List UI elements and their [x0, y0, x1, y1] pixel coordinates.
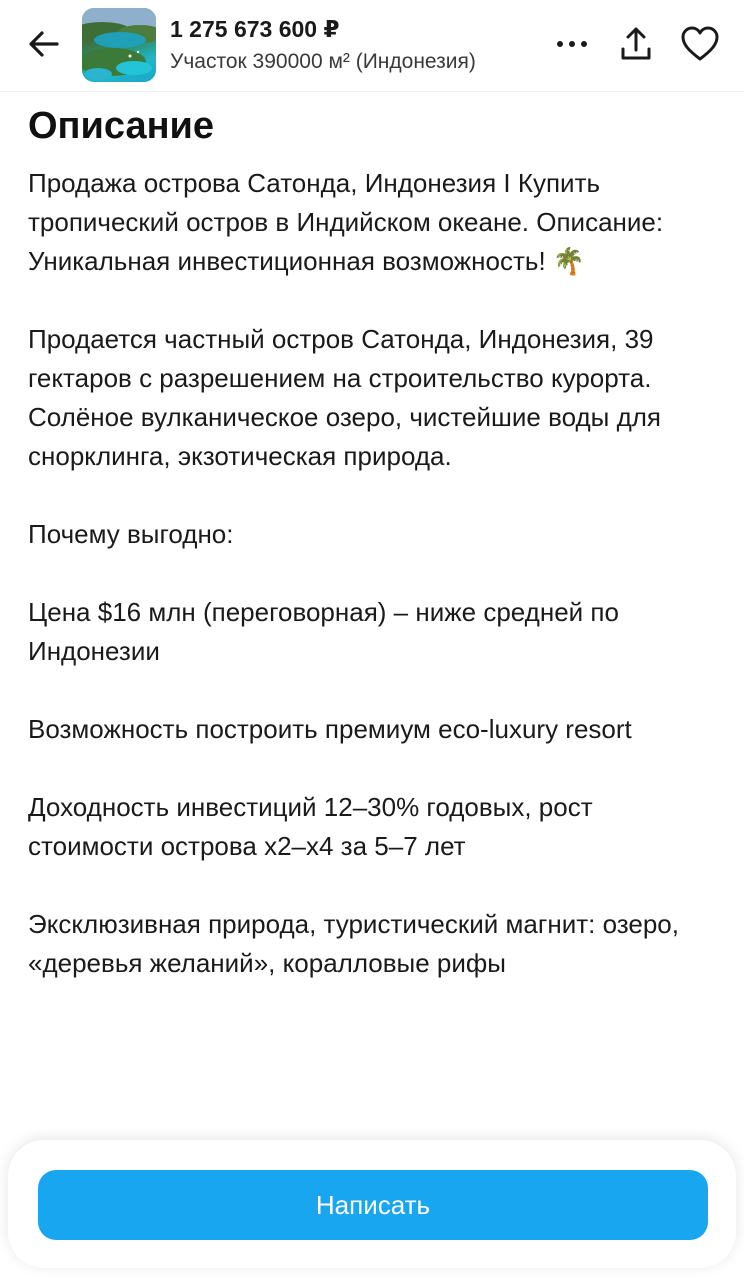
description-paragraph: Цена $16 млн (переговорная) – ниже средней по Индонезии — [28, 597, 619, 666]
share-button[interactable] — [614, 22, 658, 66]
paragraph-spacer — [28, 671, 716, 710]
description-paragraph: Продажа острова Сатонда, Индонезия I Купить тропический остров в Индийском океане. Описание: Уникальная инвестиционная возможность! 🌴 — [28, 168, 664, 276]
paragraph-spacer — [28, 749, 716, 788]
description-paragraph: Почему выгодно: — [28, 519, 234, 549]
more-icon — [555, 38, 589, 50]
island-image — [82, 8, 156, 82]
bottom-action-bar — [8, 1140, 736, 1268]
more-button[interactable] — [550, 22, 594, 66]
back-arrow-icon — [27, 27, 61, 61]
section-title: Описание — [28, 105, 215, 147]
listing-price: 1 275 673 600 ₽ — [170, 16, 340, 42]
description-paragraph: Продается частный остров Сатонда, Индонезия, 39 гектаров с разрешением на строительство курорта. Солёное вулканическое озеро, чистейшие воды для снорклинга, экзотическая природа. — [28, 324, 662, 471]
share-icon — [619, 25, 653, 63]
description-paragraph: Эксклюзивная природа, туристический магнит: озеро, «деревья желаний», коралловые рифы — [28, 909, 679, 978]
listing-thumbnail[interactable] — [82, 8, 156, 82]
heart-icon — [680, 26, 720, 62]
description-text — [28, 164, 716, 983]
paragraph-spacer — [28, 281, 716, 320]
description-paragraph: Возможность построить премиум eco-luxury resort — [28, 714, 632, 744]
description-section — [0, 92, 744, 1142]
paragraph-spacer — [28, 866, 716, 905]
listing-subtitle: Участок 390000 м² (Индонезия) — [170, 50, 476, 73]
favorite-button[interactable] — [678, 22, 722, 66]
paragraph-spacer — [28, 554, 716, 593]
description-paragraph: Доходность инвестиций 12–30% годовых, рост стоимости острова x2–x4 за 5–7 лет — [28, 792, 593, 861]
back-button[interactable] — [22, 22, 66, 66]
paragraph-spacer — [28, 476, 716, 515]
header — [0, 0, 744, 92]
write-message-button[interactable]: Написать — [38, 1170, 708, 1240]
